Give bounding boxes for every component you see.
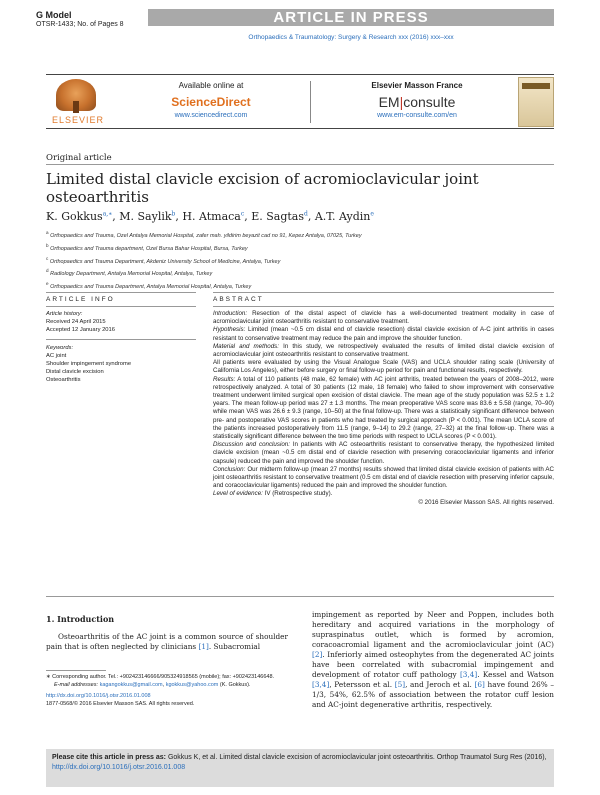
elsevier-wordmark: ELSEVIER	[51, 115, 105, 125]
section-heading: 1. Introduction	[46, 614, 115, 624]
emc-consulte: consulte	[403, 94, 456, 110]
author-sup[interactable]: e	[370, 210, 374, 218]
abstract-copyright: © 2016 Elsevier Masson SAS. All rights reserved.	[418, 498, 554, 506]
footnote-rule	[46, 670, 106, 671]
article-title: Limited distal clavicle excision of acromioclavicular joint osteoarthritis	[46, 170, 479, 206]
ref-link[interactable]: [6]	[474, 680, 485, 689]
available-online-label: Available online at	[178, 81, 244, 90]
keyword: AC joint	[46, 353, 67, 359]
citation-text: Gokkus K, et al. Limited distal clavicle excision of acromioclavicular joint osteoarthritis. Orthop Traumatol Surg Res (2016),	[167, 754, 547, 761]
keyword: Distal clavicle excision	[46, 369, 104, 375]
sciencedirect-link[interactable]: www.sciencedirect.com	[174, 112, 248, 119]
article-info-header	[46, 292, 196, 307]
ref-link[interactable]: [5]	[394, 680, 406, 689]
citation-lead: Please cite this article in press as:	[52, 754, 167, 761]
affiliation: $^b$ Orthopaedics and Trauma department, Ozel Bursa Bahar Hospital, Bursa, Turkey	[46, 242, 248, 252]
abstract-discussion: Discussion and conclusion: In patients with AC osteoarthritis resistant to conservative therapy, the hypothesized limited clavicle excision (mean ~0.5 cm distal end of clavicle resection with preserving coracoclavicular ligaments and inferior capsule) reduced the pain and improved the shoulder function.	[213, 441, 554, 465]
author: E. Sagtas	[251, 210, 305, 223]
author: H. Atmaca	[182, 210, 241, 223]
article-info	[46, 310, 196, 384]
ref-link[interactable]: [1]	[198, 642, 209, 651]
citation-box	[46, 749, 554, 787]
header-meta	[36, 10, 124, 30]
abstract-level: Level of evidence: IV (Retrospective study).	[213, 490, 333, 498]
journal-cover-stripe	[522, 83, 550, 89]
author-sup[interactable]: d	[304, 210, 308, 218]
author: A.T. Aydin	[314, 210, 371, 223]
em-consulte-link[interactable]: www.em-consulte.com/en	[377, 112, 457, 119]
affiliation: $^a$ Orthopaedics and Trauma, Ozel Antalya Memorial Hospital, zafer mah. yildirim beyazit cad no 91, Kepez Antalya, 07025, Turkey	[46, 230, 362, 239]
affiliation: $^c$ Orthopaedics and Trauma Department, Akdeniz University School of Medicine, Antalya, Turkey	[46, 255, 281, 265]
banner-divider	[310, 81, 311, 123]
article-type: Original article	[46, 153, 112, 163]
footnotes: ∗ Corresponding author. Tel.: +902423146666/905324918565 (mobile); fax: +902423146648. E-mail addresses: kagangokkus@gmail.com, kgokkus@yahoo.com (K. Gokkus). http://dx.doi.org/10.1016/j.otsr.2016.01.008 1877-0568/© 2016 Elsevier Masson SAS. All rights reserved.	[46, 674, 288, 708]
article-in-press-banner: ARTICLE IN PRESS	[148, 9, 554, 26]
elsevier-tree-icon	[56, 79, 96, 111]
abstract-intro: Introduction: Resection of the distal aspect of clavicle has a well-documented treatment modality in case of acromioclavicular joint osteoarthritis resistant to conservative treatment.	[213, 310, 554, 326]
author-sup[interactable]: c	[240, 210, 245, 218]
elsevier-logo	[46, 77, 108, 128]
abstract-methods-2: All patients were evaluated by using the Visual Analogue Scale (VAS) and UCLA shoulder rating scale (University of California Los Angeles), either before surgery or final follow-up period for pain and functional results, respectively.	[213, 359, 554, 375]
body-right-column	[312, 610, 554, 710]
ref-link[interactable]: [3,4]	[312, 680, 330, 689]
article-info-heading: ARTICLE INFO	[46, 296, 115, 303]
keyword: Shoulder impingement syndrome	[46, 361, 132, 367]
affiliation: $^d$ Radiology Department, Antalya Memorial Hospital, Antalya, Turkey	[46, 268, 213, 278]
corresponding-author: ∗ Corresponding author. Tel.: +902423146666/905324918565 (mobile); fax: +902423146648.	[46, 674, 275, 680]
author: M. Saylik	[119, 210, 172, 223]
ref-link[interactable]: [3,4]	[459, 670, 478, 679]
accepted-date: Accepted 12 January 2016	[46, 327, 115, 333]
ref-label: OTSR-1433;	[36, 21, 76, 28]
email-link[interactable]: kgokkus@yahoo.com	[165, 681, 219, 688]
affiliation: $^e$ Orthopaedics and Trauma Department, Antalya Memorial Hospital, Antalya, Turkey	[46, 281, 252, 291]
emc-em: EM	[378, 94, 400, 110]
em-consulte-logo: EM|consulte	[378, 94, 456, 110]
author: K. Gokkus	[46, 210, 103, 223]
received-date: Received 24 April 2015	[46, 319, 106, 325]
abstract-methods: Material and methods: In this study, we retrospectively evaluated the results of limited distal clavicle excision of acromioclavicular joint osteoarthritis resistant to conservative treatment.	[213, 342, 554, 359]
author-sup[interactable]: b	[171, 210, 176, 218]
history-label: Article history:	[46, 311, 83, 317]
journal-line-link[interactable]: Orthopaedics & Traumatology: Surgery & Research xxx (2016) xxx–xxx	[248, 34, 454, 41]
abstract-hypothesis: Hypothesis: Limited (mean ~0.5 cm distal end of clavicle resection) distal clavicle excision of A-C joint arthritis in cases resistant to conservative treatment may reduce the pain and improve the shoulder function.	[213, 326, 554, 342]
abstract-heading: ABSTRACT	[213, 296, 264, 303]
abstract-header	[213, 292, 554, 307]
author-sup[interactable]: a,∗	[102, 210, 113, 218]
keyword: Osteoarthritis	[46, 377, 81, 383]
intro-paragraph: Osteoarthritis of the AC joint is a common source of shoulder pain that is often neglected by clinicians [1]. Subacromial	[46, 632, 288, 651]
pages-label: No. of Pages 8	[77, 21, 124, 28]
sciencedirect-logo: ScienceDirect	[171, 95, 251, 109]
intro-paragraph-cont: impingement as reported by Neer and Poppen, includes both hereditary and acquired variations in the morphology of supraspinatus outlet, which is formed by acromion, coracoacromial ligament and the acromioclavicular joint (AC) [2]. Inferiorly aimed osteophytes from the degenerated AC joints have been correlated with subacromial impingement and development of rotator cuff pathology [3,4]. Kessel and Watson [3,4], Petersson et al. [5], and Jeroch et al. [6] have found 26% – 1/3, 54%, 62.5% of association between the rotator cuff lesion and AC-joint degenerative arthritis, respectively.	[312, 610, 554, 709]
abstract-body	[213, 310, 554, 507]
ref-link[interactable]: [2]	[312, 650, 323, 659]
affiliations	[46, 228, 554, 292]
abstract-conclusion: Conclusion: Our midterm follow-up (mean 27 months) results showed that limited distal clavicle excision of patients with AC joint osteoarthritis resistant to conservative treatment (0.5 cm distal end of clavicle resection with preserving inferior capsule, and coracoclavicular ligaments) reduced the pain and improved the shoulder function.	[213, 465, 554, 490]
publisher-banner	[46, 74, 554, 129]
keywords-label: Keywords:	[46, 345, 74, 351]
abstract-results: Results: A total of 110 patients (48 male, 62 female) with AC joint arthritis, treated between the years of 2008–2012, were retrospectively analyzed. A total of 30 patients (12 male, 18 female) who failed to show improvement with conservative treatment underwent limited surgical open excision of distal clavicle. The mean age of the study population was 52.5 ± 1.2 years. The mean follow-up period was 27 ± 1.3 months. The mean preoperative VAS score was 83.6 ± 5.58 (range, 70–90) while mean VAS was 26.6 ± 9.3 (range, 10–50) at the final follow-up. There was a statistically significant difference between pre- and postoperative VAS scores in patients who had treated by surgical approach (P < 0.001). The mean UCLA score of the patients increased postoperatively from 11.5 (range, 9–14) to 29.2 (range, 27–32) at the final follow-up. There was a statistically significant difference between the two time periods with respect to UCLA scores (P < 0.001).	[213, 375, 554, 441]
issn-line: 1877-0568/© 2016 Elsevier Masson SAS. All rights reserved.	[46, 700, 195, 707]
abstract-end-rule	[46, 596, 554, 597]
citation-doi-link[interactable]: http://dx.doi.org/10.1016/j.otsr.2016.01.008	[52, 764, 186, 771]
doi-link[interactable]: http://dx.doi.org/10.1016/j.otsr.2016.01.008	[46, 693, 151, 699]
body-left-column	[46, 614, 288, 652]
elsevier-masson-label: Elsevier Masson France	[371, 81, 463, 90]
author-list: K. Gokkus$^{a,∗}$, M. Saylik$^b$, H. Atmaca$^c$, E. Sagtas$^d$, A.T. Aydin$^e$	[46, 210, 374, 223]
model-label: G Model	[36, 10, 72, 20]
email-link[interactable]: kagangokkus@gmail.com	[99, 681, 163, 688]
title-rule	[46, 164, 554, 165]
